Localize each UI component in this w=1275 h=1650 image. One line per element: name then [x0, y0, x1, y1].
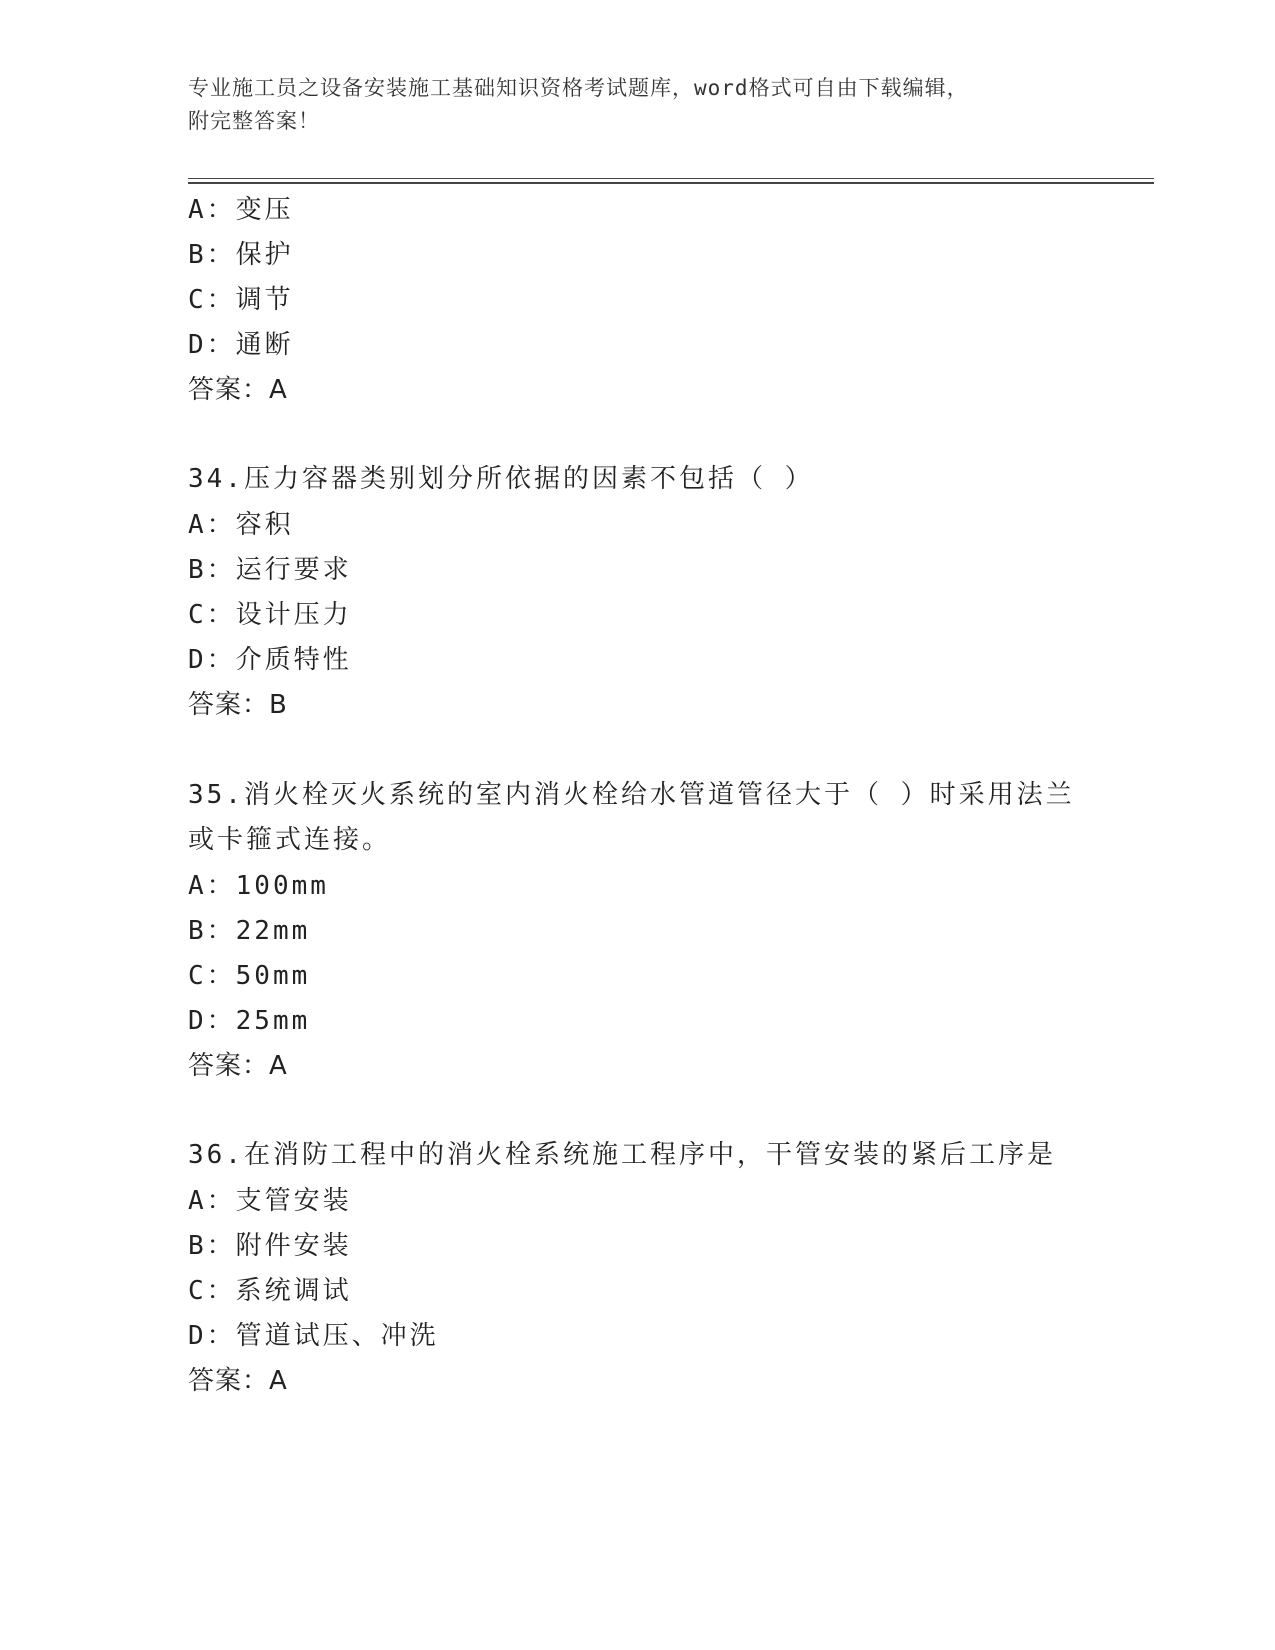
header-divider-thin [188, 178, 1154, 179]
q33-answer: 答案：A [188, 375, 288, 405]
q36-option-c: C：系统调试 [188, 1276, 352, 1306]
q36-answer: 答案：A [188, 1366, 288, 1396]
q35-option-b: B：22mm [188, 916, 311, 946]
header-line-1: 专业施工员之设备安装施工基础知识资格考试题库，word格式可自由下载编辑， [188, 76, 969, 100]
header-divider-thick [188, 182, 1154, 184]
q36-option-d: D：管道试压、冲洗 [188, 1321, 439, 1351]
q35-option-a: A：100mm [188, 871, 329, 901]
q36-option-b: B：附件安装 [188, 1231, 352, 1261]
q35-stem-line-1: 35.消火栓灭火系统的室内消火栓给水管道管径大于（ ）时采用法兰 [188, 780, 1075, 810]
q34-option-d: D：介质特性 [188, 645, 352, 675]
q36-stem: 36.在消防工程中的消火栓系统施工程序中，干管安装的紧后工序是 [188, 1140, 1056, 1170]
q34-answer: 答案：B [188, 690, 288, 720]
q35-option-c: C：50mm [188, 961, 311, 991]
q36-option-a: A：支管安装 [188, 1186, 352, 1216]
q33-option-a: A：变压 [188, 195, 294, 225]
q35-answer: 答案：A [188, 1051, 288, 1081]
q34-option-b: B：运行要求 [188, 555, 352, 585]
q33-option-d: D：通断 [188, 330, 294, 360]
q35-option-d: D：25mm [188, 1006, 311, 1036]
document-header [188, 72, 1088, 138]
q35-stem-line-2: 或卡箍式连接。 [188, 825, 392, 855]
header-line-2: 附完整答案！ [188, 109, 320, 133]
q34-option-a: A：容积 [188, 510, 294, 540]
q33-option-b: B：保护 [188, 240, 294, 270]
q34-option-c: C：设计压力 [188, 600, 352, 630]
q34-stem: 34.压力容器类别划分所依据的因素不包括（ ） [188, 464, 814, 494]
q33-option-c: C：调节 [188, 285, 294, 315]
